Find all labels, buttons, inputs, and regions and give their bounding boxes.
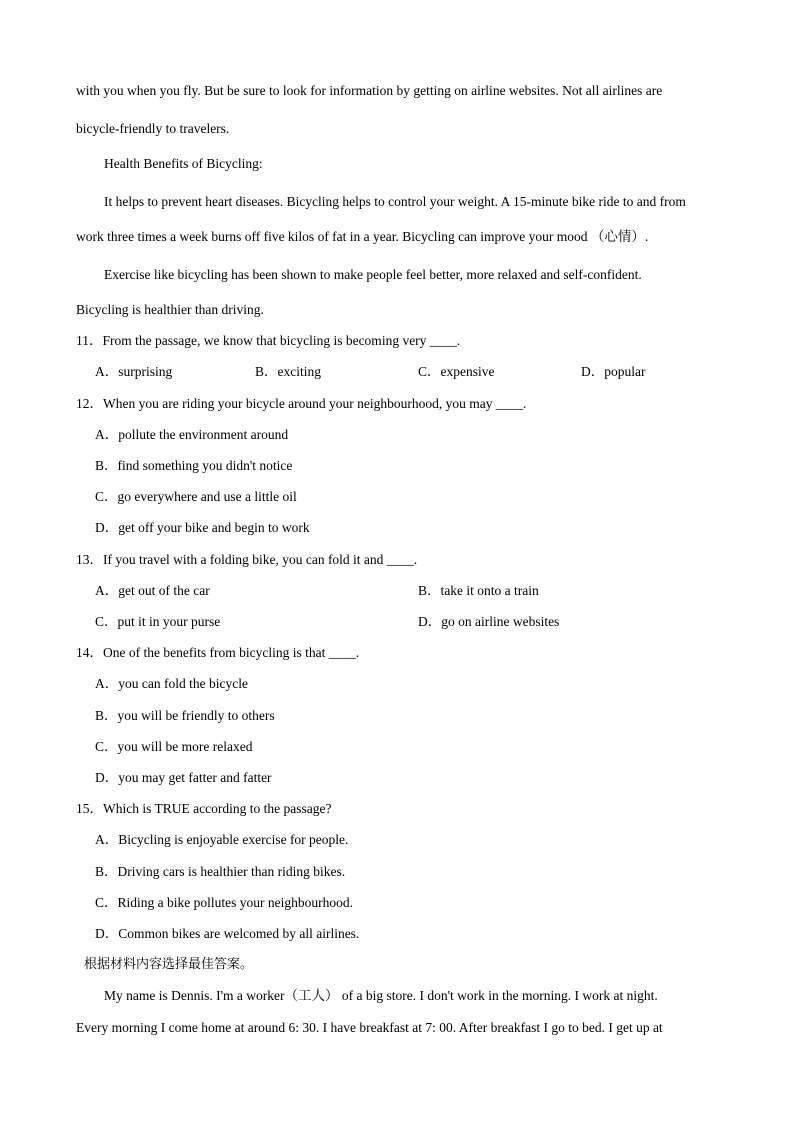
passage-line: bicycle-friendly to travelers. [76, 121, 230, 136]
answer-option[interactable]: C．Riding a bike pollutes your neighbourhood. [95, 895, 353, 910]
answer-option[interactable]: D．popular [581, 364, 646, 379]
answer-option[interactable]: A．get out of the car [95, 583, 210, 598]
answer-option[interactable]: B．exciting [255, 364, 321, 379]
answer-option[interactable]: D．you may get fatter and fatter [95, 770, 272, 785]
answer-option[interactable]: B．find something you didn't notice [95, 458, 293, 473]
question-stem: 12．When you are riding your bicycle around your neighbourhood, you may ____. [76, 396, 527, 411]
answer-option[interactable]: A．you can fold the bicycle [95, 676, 248, 691]
answer-option[interactable]: D．Common bikes are welcomed by all airlines. [95, 926, 360, 941]
question-stem: 11．From the passage, we know that bicycling is becoming very ____. [76, 333, 461, 348]
question-stem: 14．One of the benefits from bicycling is that ____. [76, 645, 360, 660]
answer-option[interactable]: A．surprising [95, 364, 173, 379]
question-stem: 15．Which is TRUE according to the passage? [76, 801, 332, 816]
answer-option[interactable]: C．go everywhere and use a little oil [95, 489, 297, 504]
answer-option[interactable]: C．you will be more relaxed [95, 739, 253, 754]
answer-option[interactable]: C．expensive [418, 364, 495, 379]
answer-option[interactable]: D．get off your bike and begin to work [95, 520, 310, 535]
answer-option[interactable]: A．pollute the environment around [95, 427, 289, 442]
answer-option[interactable]: B．you will be friendly to others [95, 708, 275, 723]
answer-option[interactable]: D．go on airline websites [418, 614, 560, 629]
passage-line: It helps to prevent heart diseases. Bicycling helps to control your weight. A 15-minute bike ride to and from [104, 194, 686, 209]
answer-option[interactable]: B．take it onto a train [418, 583, 539, 598]
passage-line: Every morning I come home at around 6: 30. I have breakfast at 7: 00. After breakfast I go to bed. I get up at [76, 1020, 663, 1035]
answer-option[interactable]: B．Driving cars is healthier than riding bikes. [95, 864, 346, 879]
section-instruction: 根据材料内容选择最佳答案。 [84, 957, 254, 972]
answer-option[interactable]: C．put it in your purse [95, 614, 221, 629]
passage-line: with you when you fly. But be sure to look for information by getting on airline websites. Not all airlines are [76, 83, 663, 98]
passage-line: Bicycling is healthier than driving. [76, 302, 264, 317]
passage-subheading: Health Benefits of Bicycling: [104, 156, 263, 171]
answer-option[interactable]: A．Bicycling is enjoyable exercise for people. [95, 832, 349, 847]
passage-line: My name is Dennis. I'm a worker（工人） of a big store. I don't work in the morning. I work at night. [104, 988, 658, 1003]
passage-line: work three times a week burns off five kilos of fat in a year. Bicycling can improve your mood （心情）. [76, 229, 649, 244]
question-stem: 13．If you travel with a folding bike, you can fold it and ____. [76, 552, 418, 567]
passage-line: Exercise like bicycling has been shown to make people feel better, more relaxed and self-confident. [104, 267, 642, 282]
